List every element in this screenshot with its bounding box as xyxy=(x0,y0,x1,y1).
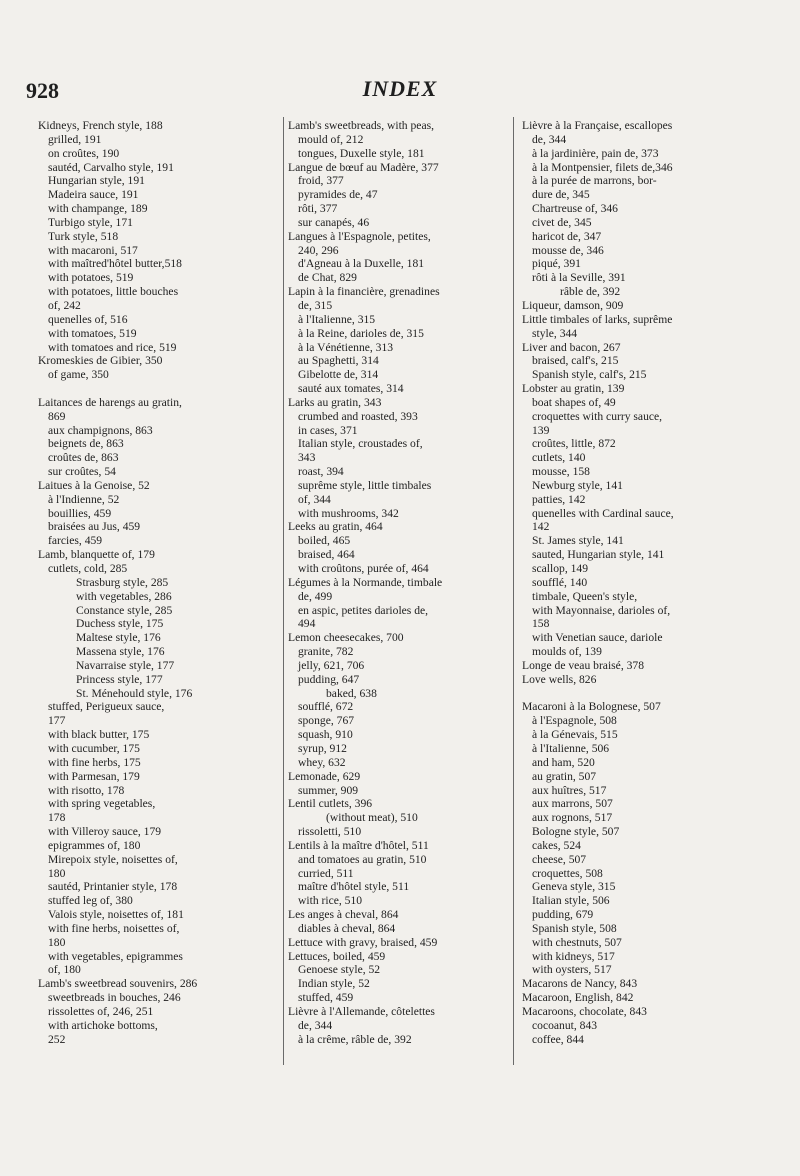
index-subentry: with croûtons, purée of, 464 xyxy=(298,562,429,575)
index-subentry: au Spaghetti, 314 xyxy=(298,354,379,368)
index-subentry: diables à cheval, 864 xyxy=(298,921,396,935)
index-subentry: froid, 377 xyxy=(298,174,344,188)
index-subentry: jelly, 621, 706 xyxy=(298,658,365,672)
index-subentry: cakes, 524 xyxy=(532,838,581,852)
index-subentry: beignets de, 863 xyxy=(48,437,124,451)
index-subentry: Bologne style, 507 xyxy=(532,825,620,839)
index-subentry: (without meat), 510 xyxy=(326,811,418,825)
index-subentry: whey, 632 xyxy=(298,755,346,769)
index-subentry: 178 xyxy=(48,811,66,825)
index-gap xyxy=(522,687,782,701)
index-subentry: moulds of, 139 xyxy=(532,645,602,659)
index-subentry: quenelles of, 516 xyxy=(48,312,128,326)
index-subentry: cocoanut, 843 xyxy=(532,1018,598,1032)
index-subentry: de, 315 xyxy=(298,298,333,312)
index-subentry: with macaroni, 517 xyxy=(48,243,138,257)
index-subentry: sur croûtes, 54 xyxy=(48,465,116,479)
index-subentry: 869 xyxy=(48,409,66,423)
index-subentry: 142 xyxy=(532,520,550,534)
index-subentry: with risotto, 178 xyxy=(48,783,125,797)
index-subentry: Geneva style, 315 xyxy=(532,880,616,894)
index-subentry: aux marrons, 507 xyxy=(532,797,613,811)
index-subentry: with cucumber, 175 xyxy=(48,741,140,755)
index-subentry: Constance style, 285 xyxy=(76,603,173,617)
index-subentry: piqué, 391 xyxy=(532,257,581,271)
index-column-3 xyxy=(522,119,782,1047)
index-subentry: braised, 464 xyxy=(298,548,355,562)
index-subentry: Maltese style, 176 xyxy=(76,631,161,645)
index-heading: Leeks au gratin, 464 xyxy=(288,520,383,534)
index-subentry: à l'Espagnole, 508 xyxy=(532,714,617,728)
index-subentry: bouillies, 459 xyxy=(48,506,112,520)
index-subentry: Spanish style, calf's, 215 xyxy=(532,368,647,382)
index-heading: Lobster au gratin, 139 xyxy=(522,382,625,396)
index-subentry: à la Montpensier, filets de,346 xyxy=(532,160,673,174)
index-subentry: roast, 394 xyxy=(298,465,344,479)
index-subentry: summer, 909 xyxy=(298,783,359,797)
index-subentry: on croûtes, 190 xyxy=(48,146,120,160)
index-subentry: Massena style, 176 xyxy=(76,645,165,659)
index-subentry: rôti à la Seville, 391 xyxy=(532,271,626,285)
index-heading: Macarons de Nancy, 843 xyxy=(522,977,638,991)
index-subentry: with champange, 189 xyxy=(48,202,148,216)
index-subentry: Genoese style, 52 xyxy=(298,963,381,977)
index-subentry: 494 xyxy=(298,617,316,631)
index-subentry: braised, calf's, 215 xyxy=(532,354,619,368)
index-subentry: with fine herbs, 175 xyxy=(48,755,141,769)
index-heading: Lièvre à l'Allemande, côtelettes xyxy=(288,1005,435,1018)
index-subentry: Indian style, 52 xyxy=(298,977,370,991)
index-heading: Little timbales of larks, suprême xyxy=(522,312,673,326)
index-subentry: with vegetables, 286 xyxy=(76,589,172,603)
index-subentry: à la crême, râble de, 392 xyxy=(298,1032,412,1046)
index-heading: Lemon cheesecakes, 700 xyxy=(288,631,404,645)
index-subentry: and ham, 520 xyxy=(532,755,595,769)
index-heading: Lièvre à la Française, escallopes xyxy=(522,119,673,132)
index-subentry: sautéd, Carvalho style, 191 xyxy=(48,160,174,174)
index-heading: Larks au gratin, 343 xyxy=(288,395,382,409)
column-divider xyxy=(513,117,514,1065)
index-heading: Liqueur, damson, 909 xyxy=(522,298,624,312)
index-subentry: St. James style, 141 xyxy=(532,534,624,548)
index-heading: Lettuce with gravy, braised, 459 xyxy=(288,935,438,949)
index-subentry: with Venetian sauce, dariole xyxy=(532,631,663,645)
index-subentry: stuffed, Perigueux sauce, xyxy=(48,700,165,714)
index-subentry: à la jardinière, pain de, 373 xyxy=(532,146,659,160)
index-heading: Liver and bacon, 267 xyxy=(522,340,621,354)
index-heading: Langues à l'Espagnole, petites, xyxy=(288,229,431,243)
index-heading: Laitances de harengs au gratin, xyxy=(38,395,182,409)
index-subentry: à l'Italienne, 315 xyxy=(298,312,376,326)
index-subentry: de, 344 xyxy=(298,1018,333,1032)
index-subentry: of, 180 xyxy=(48,963,81,977)
index-subentry: stuffed, 459 xyxy=(298,991,354,1005)
index-subentry: de, 499 xyxy=(298,589,333,603)
index-subentry: style, 344 xyxy=(532,326,578,340)
index-subentry: 252 xyxy=(48,1032,66,1046)
index-heading: Légumes à la Normande, timbale xyxy=(288,575,443,589)
index-subentry: with artichoke bottoms, xyxy=(48,1018,158,1032)
index-subentry: with maîtred'hôtel butter,518 xyxy=(48,257,182,271)
index-subentry: with tomatoes and rice, 519 xyxy=(48,340,177,354)
index-heading: Macaroon, English, 842 xyxy=(522,991,634,1005)
index-subentry: 180 xyxy=(48,935,66,949)
index-subentry: croûtes de, 863 xyxy=(48,451,119,465)
index-heading: Kromeskies de Gibier, 350 xyxy=(38,354,163,368)
index-subentry: farcies, 459 xyxy=(48,534,103,548)
index-subentry: à l'Indienne, 52 xyxy=(48,492,120,506)
index-subentry: with black butter, 175 xyxy=(48,728,150,742)
index-subentry: soufflé, 672 xyxy=(298,700,354,714)
index-subentry: pudding, 679 xyxy=(532,908,594,922)
index-subentry: Navarraise style, 177 xyxy=(76,658,175,672)
index-heading: Macaroni à la Bolognese, 507 xyxy=(522,700,661,714)
index-subentry: crumbed and roasted, 393 xyxy=(298,409,418,423)
index-subentry: maître d'hôtel style, 511 xyxy=(298,880,410,894)
index-subentry: 240, 296 xyxy=(298,243,339,257)
index-heading: Les anges à cheval, 864 xyxy=(288,908,399,922)
index-gap xyxy=(38,382,278,396)
index-subentry: pudding, 647 xyxy=(298,672,360,686)
index-subentry: Hungarian style, 191 xyxy=(48,174,145,188)
index-subentry: cutlets, 140 xyxy=(532,451,586,465)
index-subentry: with kidneys, 517 xyxy=(532,949,615,963)
index-heading: Lapin à la financière, grenadines xyxy=(288,285,440,299)
index-subentry: haricot de, 347 xyxy=(532,229,602,243)
index-subentry: sauté aux tomates, 314 xyxy=(298,382,404,396)
index-subentry: Spanish style, 508 xyxy=(532,921,617,935)
index-subentry: Valois style, noisettes of, 181 xyxy=(48,908,184,922)
index-subentry: in cases, 371 xyxy=(298,423,358,437)
index-subentry: patties, 142 xyxy=(532,492,586,506)
index-subentry: granite, 782 xyxy=(298,645,354,659)
page-number: 928 xyxy=(26,78,59,103)
index-heading: Lentil cutlets, 396 xyxy=(288,797,373,811)
index-subentry: à la Reine, darioles de, 315 xyxy=(298,326,424,340)
index-subentry: suprême style, little timbales xyxy=(298,478,432,492)
index-subentry: Gibelotte de, 314 xyxy=(298,368,379,382)
index-subentry: squash, 910 xyxy=(298,728,353,742)
index-subentry: with spring vegetables, xyxy=(48,797,156,811)
index-subentry: aux huîtres, 517 xyxy=(532,783,607,797)
index-column-2 xyxy=(288,119,528,1047)
index-subentry: with mushrooms, 342 xyxy=(298,506,399,520)
index-subentry: dure de, 345 xyxy=(532,188,590,202)
index-subentry: 158 xyxy=(532,617,550,631)
index-subentry: quenelles with Cardinal sauce, xyxy=(532,506,674,520)
index-subentry: stuffed leg of, 380 xyxy=(48,894,133,908)
index-subentry: râble de, 392 xyxy=(560,285,621,299)
index-subentry: Chartreuse of, 346 xyxy=(532,202,618,216)
index-subentry: cutlets, cold, 285 xyxy=(48,562,128,575)
index-subentry: à l'Italienne, 506 xyxy=(532,741,610,755)
index-subentry: civet de, 345 xyxy=(532,215,592,229)
index-subentry: Turk style, 518 xyxy=(48,229,119,243)
index-subentry: boat shapes of, 49 xyxy=(532,395,616,409)
index-subentry: rissolettes of, 246, 251 xyxy=(48,1005,154,1018)
index-subentry: with Parmesan, 179 xyxy=(48,769,140,783)
index-subentry: curried, 511 xyxy=(298,866,354,880)
index-subentry: pyramides de, 47 xyxy=(298,188,378,202)
index-heading: Lentils à la maître d'hôtel, 511 xyxy=(288,838,429,852)
index-column-1 xyxy=(38,119,278,1047)
index-subentry: grilled, 191 xyxy=(48,132,102,146)
index-subentry: de, 344 xyxy=(532,132,567,146)
index-subentry: boiled, 465 xyxy=(298,534,351,548)
index-subentry: sur canapés, 46 xyxy=(298,215,370,229)
index-subentry: with fine herbs, noisettes of, xyxy=(48,921,180,935)
index-subentry: baked, 638 xyxy=(326,686,377,700)
column-divider xyxy=(283,117,284,1065)
index-heading: Lettuces, boiled, 459 xyxy=(288,949,386,963)
index-subentry: and tomatoes au gratin, 510 xyxy=(298,852,427,866)
index-subentry: St. Ménehould style, 176 xyxy=(76,686,193,700)
index-subentry: mousse, 158 xyxy=(532,465,590,479)
index-subentry: soufflé, 140 xyxy=(532,575,588,589)
index-heading: Langue de bœuf au Madère, 377 xyxy=(288,160,439,174)
index-heading: Lamb, blanquette of, 179 xyxy=(38,548,155,562)
index-subentry: Duchess style, 175 xyxy=(76,617,164,631)
index-heading: Love wells, 826 xyxy=(522,672,597,686)
index-subentry: braisées au Jus, 459 xyxy=(48,520,141,534)
index-subentry: de Chat, 829 xyxy=(298,271,357,285)
index-subentry: of game, 350 xyxy=(48,368,109,382)
index-heading: Lamb's sweetbreads, with peas, xyxy=(288,119,435,132)
index-subentry: Strasburg style, 285 xyxy=(76,575,169,589)
index-subentry: with Villeroy sauce, 179 xyxy=(48,825,162,839)
index-subentry: scallop, 149 xyxy=(532,562,589,575)
index-subentry: Italian style, 506 xyxy=(532,894,610,908)
index-heading: Lamb's sweetbread souvenirs, 286 xyxy=(38,977,198,991)
index-subentry: d'Agneau à la Duxelle, 181 xyxy=(298,257,425,271)
index-subentry: with chestnuts, 507 xyxy=(532,935,622,949)
index-subentry: Italian style, croustades of, xyxy=(298,437,423,451)
index-subentry: with Mayonnaise, darioles of, xyxy=(532,603,671,617)
index-subentry: with potatoes, little bouches xyxy=(48,285,179,299)
index-subentry: croûtes, little, 872 xyxy=(532,437,616,451)
index-subentry: syrup, 912 xyxy=(298,741,347,755)
index-subentry: croquettes with curry sauce, xyxy=(532,409,663,423)
index-heading: Longe de veau braisé, 378 xyxy=(522,658,645,672)
index-subentry: tongues, Duxelle style, 181 xyxy=(298,146,425,160)
index-subentry: sautéd, Printanier style, 178 xyxy=(48,880,178,894)
index-subentry: Princess style, 177 xyxy=(76,672,163,686)
index-subentry: timbale, Queen's style, xyxy=(532,589,638,603)
index-subentry: mousse de, 346 xyxy=(532,243,604,257)
index-subentry: of, 242 xyxy=(48,298,81,312)
index-subentry: 177 xyxy=(48,714,66,728)
index-subentry: with vegetables, epigrammes xyxy=(48,949,183,963)
index-subentry: with rice, 510 xyxy=(298,894,363,908)
index-subentry: croquettes, 508 xyxy=(532,866,603,880)
index-subentry: 343 xyxy=(298,451,316,465)
index-subentry: aux rognons, 517 xyxy=(532,811,613,825)
index-heading: Lemonade, 629 xyxy=(288,769,361,783)
index-subentry: Newburg style, 141 xyxy=(532,478,623,492)
index-subentry: Madeira sauce, 191 xyxy=(48,188,139,202)
index-subentry: sweetbreads in bouches, 246 xyxy=(48,991,181,1005)
index-subentry: 139 xyxy=(532,423,550,437)
index-subentry: cheese, 507 xyxy=(532,852,587,866)
page-title: INDEX xyxy=(362,76,438,101)
index-subentry: with tomatoes, 519 xyxy=(48,326,137,340)
index-subentry: epigrammes of, 180 xyxy=(48,838,141,852)
index-subentry: rissoletti, 510 xyxy=(298,825,362,839)
index-subentry: au gratin, 507 xyxy=(532,769,597,783)
index-subentry: with potatoes, 519 xyxy=(48,271,134,285)
index-subentry: aux champignons, 863 xyxy=(48,423,153,437)
index-subentry: sponge, 767 xyxy=(298,714,355,728)
index-subentry: mould of, 212 xyxy=(298,132,364,146)
index-subentry: with oysters, 517 xyxy=(532,963,612,977)
index-heading: Laitues à la Genoise, 52 xyxy=(38,478,150,492)
index-subentry: Turbigo style, 171 xyxy=(48,215,133,229)
index-subentry: rôti, 377 xyxy=(298,202,338,216)
index-subentry: coffee, 844 xyxy=(532,1032,584,1046)
index-heading: Kidneys, French style, 188 xyxy=(38,119,163,132)
index-heading: Macaroons, chocolate, 843 xyxy=(522,1005,647,1018)
index-subentry: à la Génevais, 515 xyxy=(532,728,618,742)
index-subentry: Mirepoix style, noisettes of, xyxy=(48,852,178,866)
index-subentry: à la purée de marrons, bor- xyxy=(532,174,657,188)
index-subentry: of, 344 xyxy=(298,492,331,506)
index-subentry: en aspic, petites darioles de, xyxy=(298,603,429,617)
index-subentry: à la Vénétienne, 313 xyxy=(298,340,394,354)
index-subentry: sauted, Hungarian style, 141 xyxy=(532,548,665,562)
index-subentry: 180 xyxy=(48,866,66,880)
